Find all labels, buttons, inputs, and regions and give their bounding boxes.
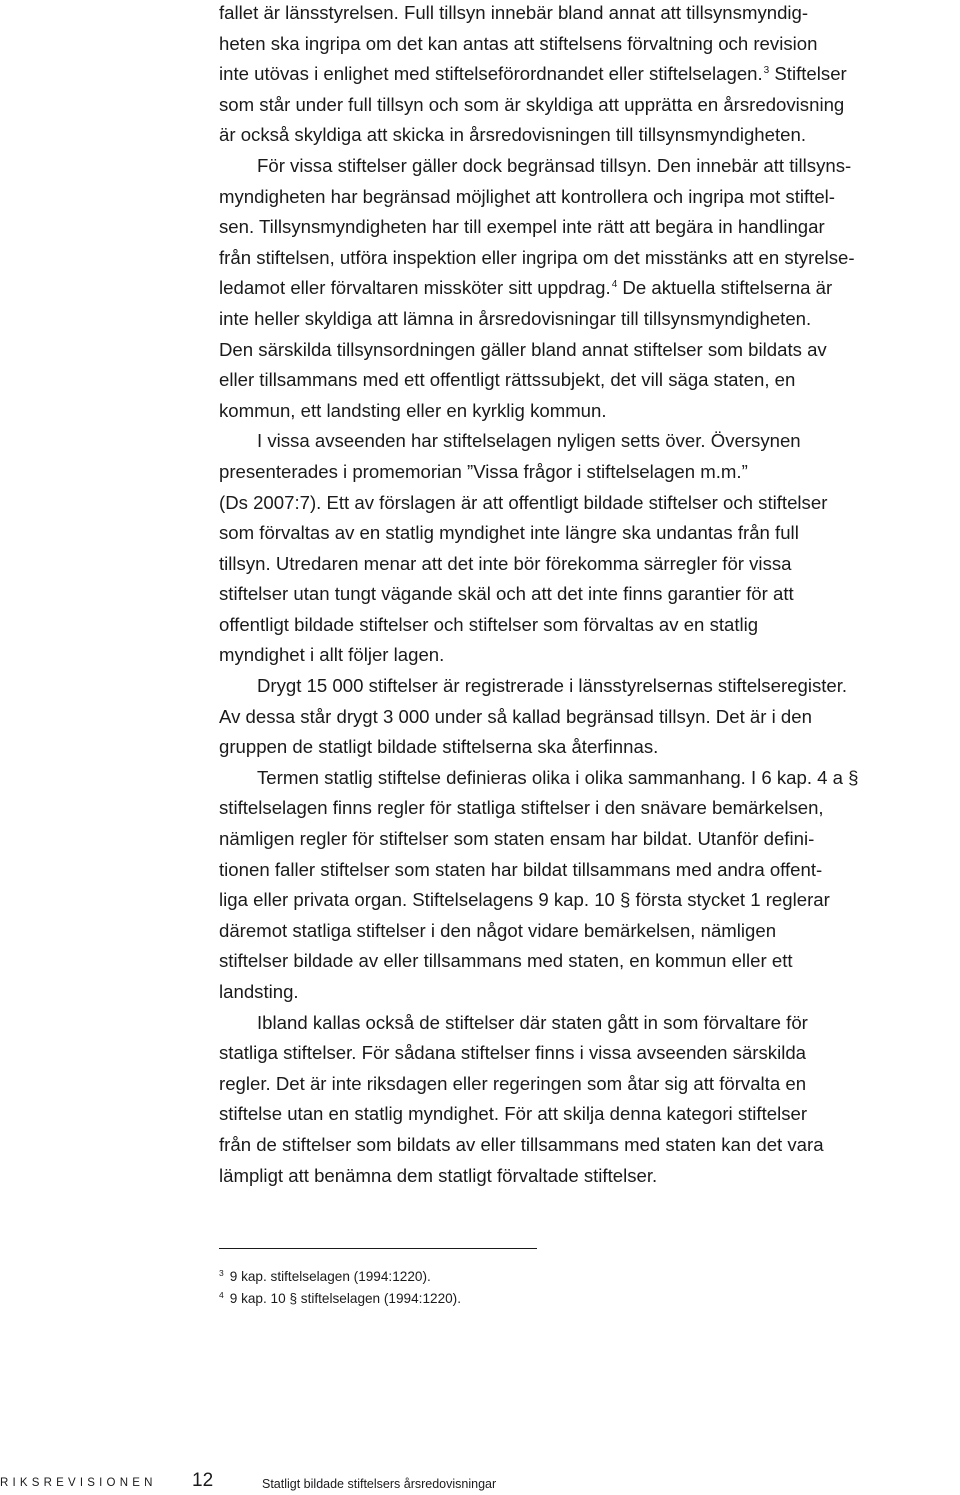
text-line: heten ska ingripa om det kan antas att stiftelsens förvaltning och revision bbox=[219, 32, 818, 54]
paragraph-tillsyn bbox=[219, 0, 957, 151]
footnote-reference-4[interactable]: 4 bbox=[611, 279, 618, 291]
text-line: är också skyldiga att skicka in årsredovisningen till tillsynsmyndigheten. bbox=[219, 124, 807, 146]
text-line: liga eller privata organ. Stiftelselagens 9 kap. 10 § första stycket 1 reglerar bbox=[219, 889, 830, 911]
footer-organization: RIKSREVISIONEN bbox=[0, 1477, 157, 1489]
paragraph-begransad-tillsyn bbox=[219, 151, 957, 426]
text-line: I vissa avseenden har stiftelselagen nyligen setts över. Översynen bbox=[257, 430, 801, 452]
text-line: regler. Det är inte riksdagen eller regeringen som åtar sig att förvalta en bbox=[219, 1072, 807, 1094]
page-footer bbox=[0, 1470, 960, 1494]
text-line: Drygt 15 000 stiftelser är registrerade i länsstyrelsernas stiftelseregister. bbox=[257, 675, 848, 697]
text-line: som förvaltas av en statlig myndighet inte längre ska undantas från full bbox=[219, 522, 799, 544]
text-line: offentligt bildade stiftelser och stiftelser som förvaltas av en statlig bbox=[219, 613, 759, 635]
footnote-text: 9 kap. 10 § stiftelselagen (1994:1220). bbox=[229, 1291, 461, 1306]
text-segment: De aktuella stiftelserna är bbox=[617, 277, 833, 299]
footnote-mark: 4 bbox=[219, 1290, 224, 1300]
text-line bbox=[219, 59, 957, 90]
text-line: stiftelse utan en statlig myndighet. För att skilja denna kategori stiftelser bbox=[219, 1103, 808, 1125]
footnote-text: 9 kap. stiftelselagen (1994:1220). bbox=[229, 1269, 431, 1284]
text-line: från de stiftelser som bildats av eller tillsammans med staten kan det vara bbox=[219, 1133, 824, 1155]
paragraph-definition bbox=[219, 763, 957, 1008]
footnote-divider bbox=[219, 1248, 537, 1249]
text-segment: Stiftelser bbox=[769, 63, 847, 85]
text-line: Den särskilda tillsynsordningen gäller bland annat stiftelser som bildats av bbox=[219, 338, 827, 360]
text-line: myndighet i allt följer lagen. bbox=[219, 644, 445, 666]
text-line: myndigheten har begränsad möjlighet att kontrollera och ingripa mot stiftel- bbox=[219, 185, 835, 207]
footnotes bbox=[219, 1266, 461, 1310]
text-segment: inte utövas i enlighet med stiftelseförordnandet eller stiftelselagen. bbox=[219, 63, 763, 85]
text-line: gruppen de statligt bildade stiftelserna ska återfinnas. bbox=[219, 736, 659, 758]
text-line: Ibland kallas också de stiftelser där staten gått in som förvaltare för bbox=[257, 1011, 808, 1033]
text-line: Av dessa står drygt 3 000 under så kallad begränsad tillsyn. Det är i den bbox=[219, 705, 812, 727]
text-line: presenterades i promemorian ”Vissa frågor i stiftelselagen m.m.” bbox=[219, 460, 748, 482]
text-line bbox=[219, 273, 957, 304]
text-line: stiftelselagen finns regler för statliga stiftelser i den snävare bemärkelsen, bbox=[219, 797, 824, 819]
paragraph-stiftelseregister bbox=[219, 671, 957, 763]
text-line: För vissa stiftelser gäller dock begränsad tillsyn. Den innebär att tillsyns- bbox=[257, 154, 852, 176]
text-line: statliga stiftelser. För sådana stiftelser finns i vissa avseenden särskilda bbox=[219, 1042, 807, 1064]
text-line: (Ds 2007:7). Ett av förslagen är att offentligt bildade stiftelser och stiftelser bbox=[219, 491, 828, 513]
paragraph-oversyn bbox=[219, 426, 957, 671]
footnote-3 bbox=[219, 1266, 461, 1288]
text-line: fallet är länsstyrelsen. Full tillsyn innebär bland annat att tillsynsmyndig- bbox=[219, 2, 809, 23]
page-number: 12 bbox=[192, 1470, 214, 1491]
footnote-reference-3[interactable]: 3 bbox=[763, 65, 770, 77]
text-line: däremot statliga stiftelser i den något vidare bemärkelsen, nämligen bbox=[219, 919, 777, 941]
text-line: från stiftelsen, utföra inspektion eller ingripa om det misstänks att en styrelse- bbox=[219, 246, 855, 268]
text-line: sen. Tillsynsmyndigheten har till exempel inte rätt att begära in handlingar bbox=[219, 216, 825, 238]
footnote-4 bbox=[219, 1288, 461, 1310]
text-line: stiftelser utan tungt vägande skäl och att det inte finns garantier för att bbox=[219, 583, 794, 605]
text-line: Termen statlig stiftelse definieras olika i olika sammanhang. I 6 kap. 4 a § bbox=[257, 766, 859, 788]
body-text bbox=[219, 0, 957, 1191]
text-segment: ledamot eller förvaltaren missköter sitt uppdrag. bbox=[219, 277, 611, 299]
text-line: som står under full tillsyn och som är skyldiga att upprätta en årsredovisning bbox=[219, 93, 845, 115]
text-line: lämpligt att benämna dem statligt förvaltade stiftelser. bbox=[219, 1164, 658, 1186]
text-line: landsting. bbox=[219, 981, 299, 1002]
text-line: tillsyn. Utredaren menar att det inte bör förekomma särregler för vissa bbox=[219, 552, 792, 574]
text-line: stiftelser bildade av eller tillsammans med staten, en kommun eller ett bbox=[219, 950, 793, 972]
text-line: nämligen regler för stiftelser som staten ensam har bildat. Utanför defini- bbox=[219, 828, 815, 850]
text-line: inte heller skyldiga att lämna in årsredovisningar till tillsynsmyndigheten. bbox=[219, 307, 812, 329]
text-line: tionen faller stiftelser som staten har bildat tillsammans med andra offent- bbox=[219, 858, 823, 880]
text-line: eller tillsammans med ett offentligt rättssubjekt, det vill säga staten, en bbox=[219, 369, 796, 391]
text-line: kommun, ett landsting eller en kyrklig kommun. bbox=[219, 399, 607, 421]
footnote-mark: 3 bbox=[219, 1268, 224, 1278]
paragraph-forvaltade bbox=[219, 1008, 957, 1192]
footer-report-title: Statligt bildade stiftelsers årsredovisningar bbox=[262, 1477, 497, 1491]
